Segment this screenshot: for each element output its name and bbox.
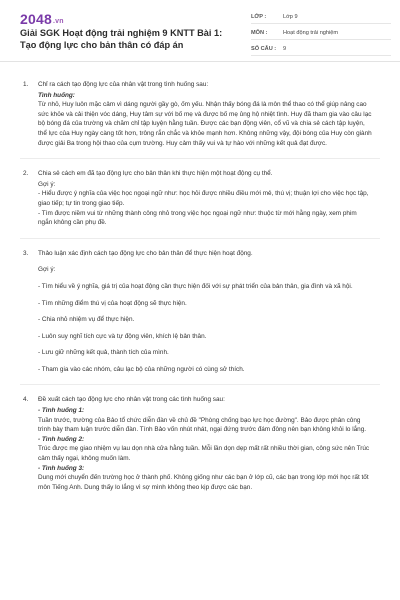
hint-line: - Tìm hiểu về ý nghĩa, giá trị của hoạt động cần thực hiện đối với sự phát triển của bản thân, gia đình và xã hội. (38, 282, 353, 290)
situation-label: Tình huống: (38, 91, 75, 99)
situation-paragraph: Từ nhỏ, Huy luôn mặc cảm vì dáng người gầy gò, ốm yếu. Nhận thấy bóng đá là môn thể thao có thể giúp nâng cao sức khỏe và cải thiện vóc dáng, Huy tâm sự với bố mẹ và được bố mẹ ủng hộ nhiệt tình. Huy đã tham gia vào câu lạc bộ bóng đá của trường và chăm chỉ tập luyện hằng tuần. Được các bạn động viên, cổ vũ và chia sẻ cách tập luyện, thể lực của Huy ngày càng tốt hơn, trông rắn chắc và khỏe mạnh hơn. Không những vậy, đội bóng của Huy còn giành được giải Ba trong hội thao của cụm trường. Huy cảm thấy vui và tự hào với những kết quả đạt được. (38, 101, 372, 147)
case-text: Trúc được mẹ giao nhiệm vụ lau dọn nhà cửa hằng tuần. Mỗi lần dọn dẹp mất rất nhiều thời gian, công sức nên Trúc cảm thấy ngại, không muốn làm. (38, 445, 370, 463)
question-3 (20, 249, 380, 375)
divider (20, 384, 380, 385)
hint-line: - Luôn suy nghĩ tích cực và tự động viên, khích lệ bản thân. (38, 332, 207, 340)
hint-line: - Tìm những điểm thú vị của hoạt động sẽ thực hiện. (38, 299, 187, 307)
hint-line: - Tham gia vào các nhóm, câu lạc bộ của những người có cùng sở thích. (38, 365, 245, 373)
meta-row-subject (251, 26, 391, 40)
question-text: Thảo luận xác định cách tạo động lực cho bản thân để thực hiện hoạt động. (38, 249, 253, 257)
question-number: 3. (23, 249, 29, 257)
site-logo[interactable] (20, 11, 64, 27)
hint-line: - Lưu giữ những kết quả, thành tích của mình. (38, 349, 169, 357)
document-title: Giải SGK Hoạt động trải nghiệm 9 KNTT Bài 1: Tạo động lực cho bản thân có đáp án (20, 28, 223, 50)
hint-label: Gợi ý: (38, 180, 56, 188)
meta-label-count: SỐ CÂU : (251, 45, 277, 52)
hint-line: - Chia nhỏ nhiệm vụ để thực hiện. (38, 316, 135, 324)
meta-row-count (251, 42, 391, 56)
logo-text: 2048 (20, 11, 52, 27)
meta-value-class: Lớp 9 (283, 13, 298, 20)
page-header (0, 0, 400, 62)
case-label: - Tình huống 1: (38, 407, 85, 415)
case-label: - Tình huống 3: (38, 464, 85, 472)
question-4 (20, 395, 380, 492)
meta-label-subject: MÔN : (251, 29, 268, 36)
document-content (0, 62, 400, 600)
logo-suffix: .vn (52, 18, 64, 25)
question-text: Đề xuất cách tạo động lực cho nhân vật trong các tình huống sau: (38, 396, 225, 404)
hint-line: - Hiểu được ý nghĩa của việc học ngoại ngữ như: học hỏi được nhiều điều mới mẻ, thú vị; thuận lợi cho việc học tập, giao tiếp; tự tin trong giao tiếp. (38, 190, 369, 207)
divider (20, 238, 380, 239)
case-text: Tuần trước, trường của Bảo tổ chức diễn đàn về chủ đề "Phòng chống bạo lực học đường". Bảo được phân công trình bày tham luận trước diễn đàn. Tính Bảo vốn nhút nhát, ngại đứng trước đám đông nên bạn không khỏi lo lắng. (38, 416, 367, 434)
meta-label-class: LỚP : (251, 13, 267, 20)
question-number: 1. (23, 81, 29, 88)
question-1 (20, 80, 380, 148)
hint-label: Gợi ý: (38, 266, 56, 274)
divider (20, 158, 380, 159)
hint-line: - Tìm được niềm vui từ những thành công nhỏ trong việc học ngoại ngữ như: thuộc từ mới hằng ngày, xem phim ngắn không cần phụ đề. (38, 209, 357, 227)
question-2 (20, 169, 380, 228)
meta-value-count: 9 (283, 45, 287, 52)
question-text: Chỉ ra cách tạo động lực của nhân vật trong tình huống sau: (38, 81, 209, 88)
meta-value-subject: Hoạt động trải nghiệm (283, 29, 339, 36)
question-number: 4. (23, 396, 29, 404)
case-label: - Tình huống 2: (38, 435, 85, 443)
meta-row-class (251, 10, 391, 24)
meta-info (251, 10, 391, 58)
case-text: Dung mới chuyển đến trường học ở thành phố. Không giống như các bạn ở lớp cũ, các bạn trong lớp mới học rất tốt môn Tiếng Anh. Dung thấy lo lắng vì sợ mình không theo kịp được các bạn. (38, 474, 369, 491)
question-text: Chia sẻ cách em đã tạo động lực cho bản thân khi thực hiện một hoạt động cụ thể. (38, 170, 273, 178)
question-number: 2. (23, 170, 29, 178)
